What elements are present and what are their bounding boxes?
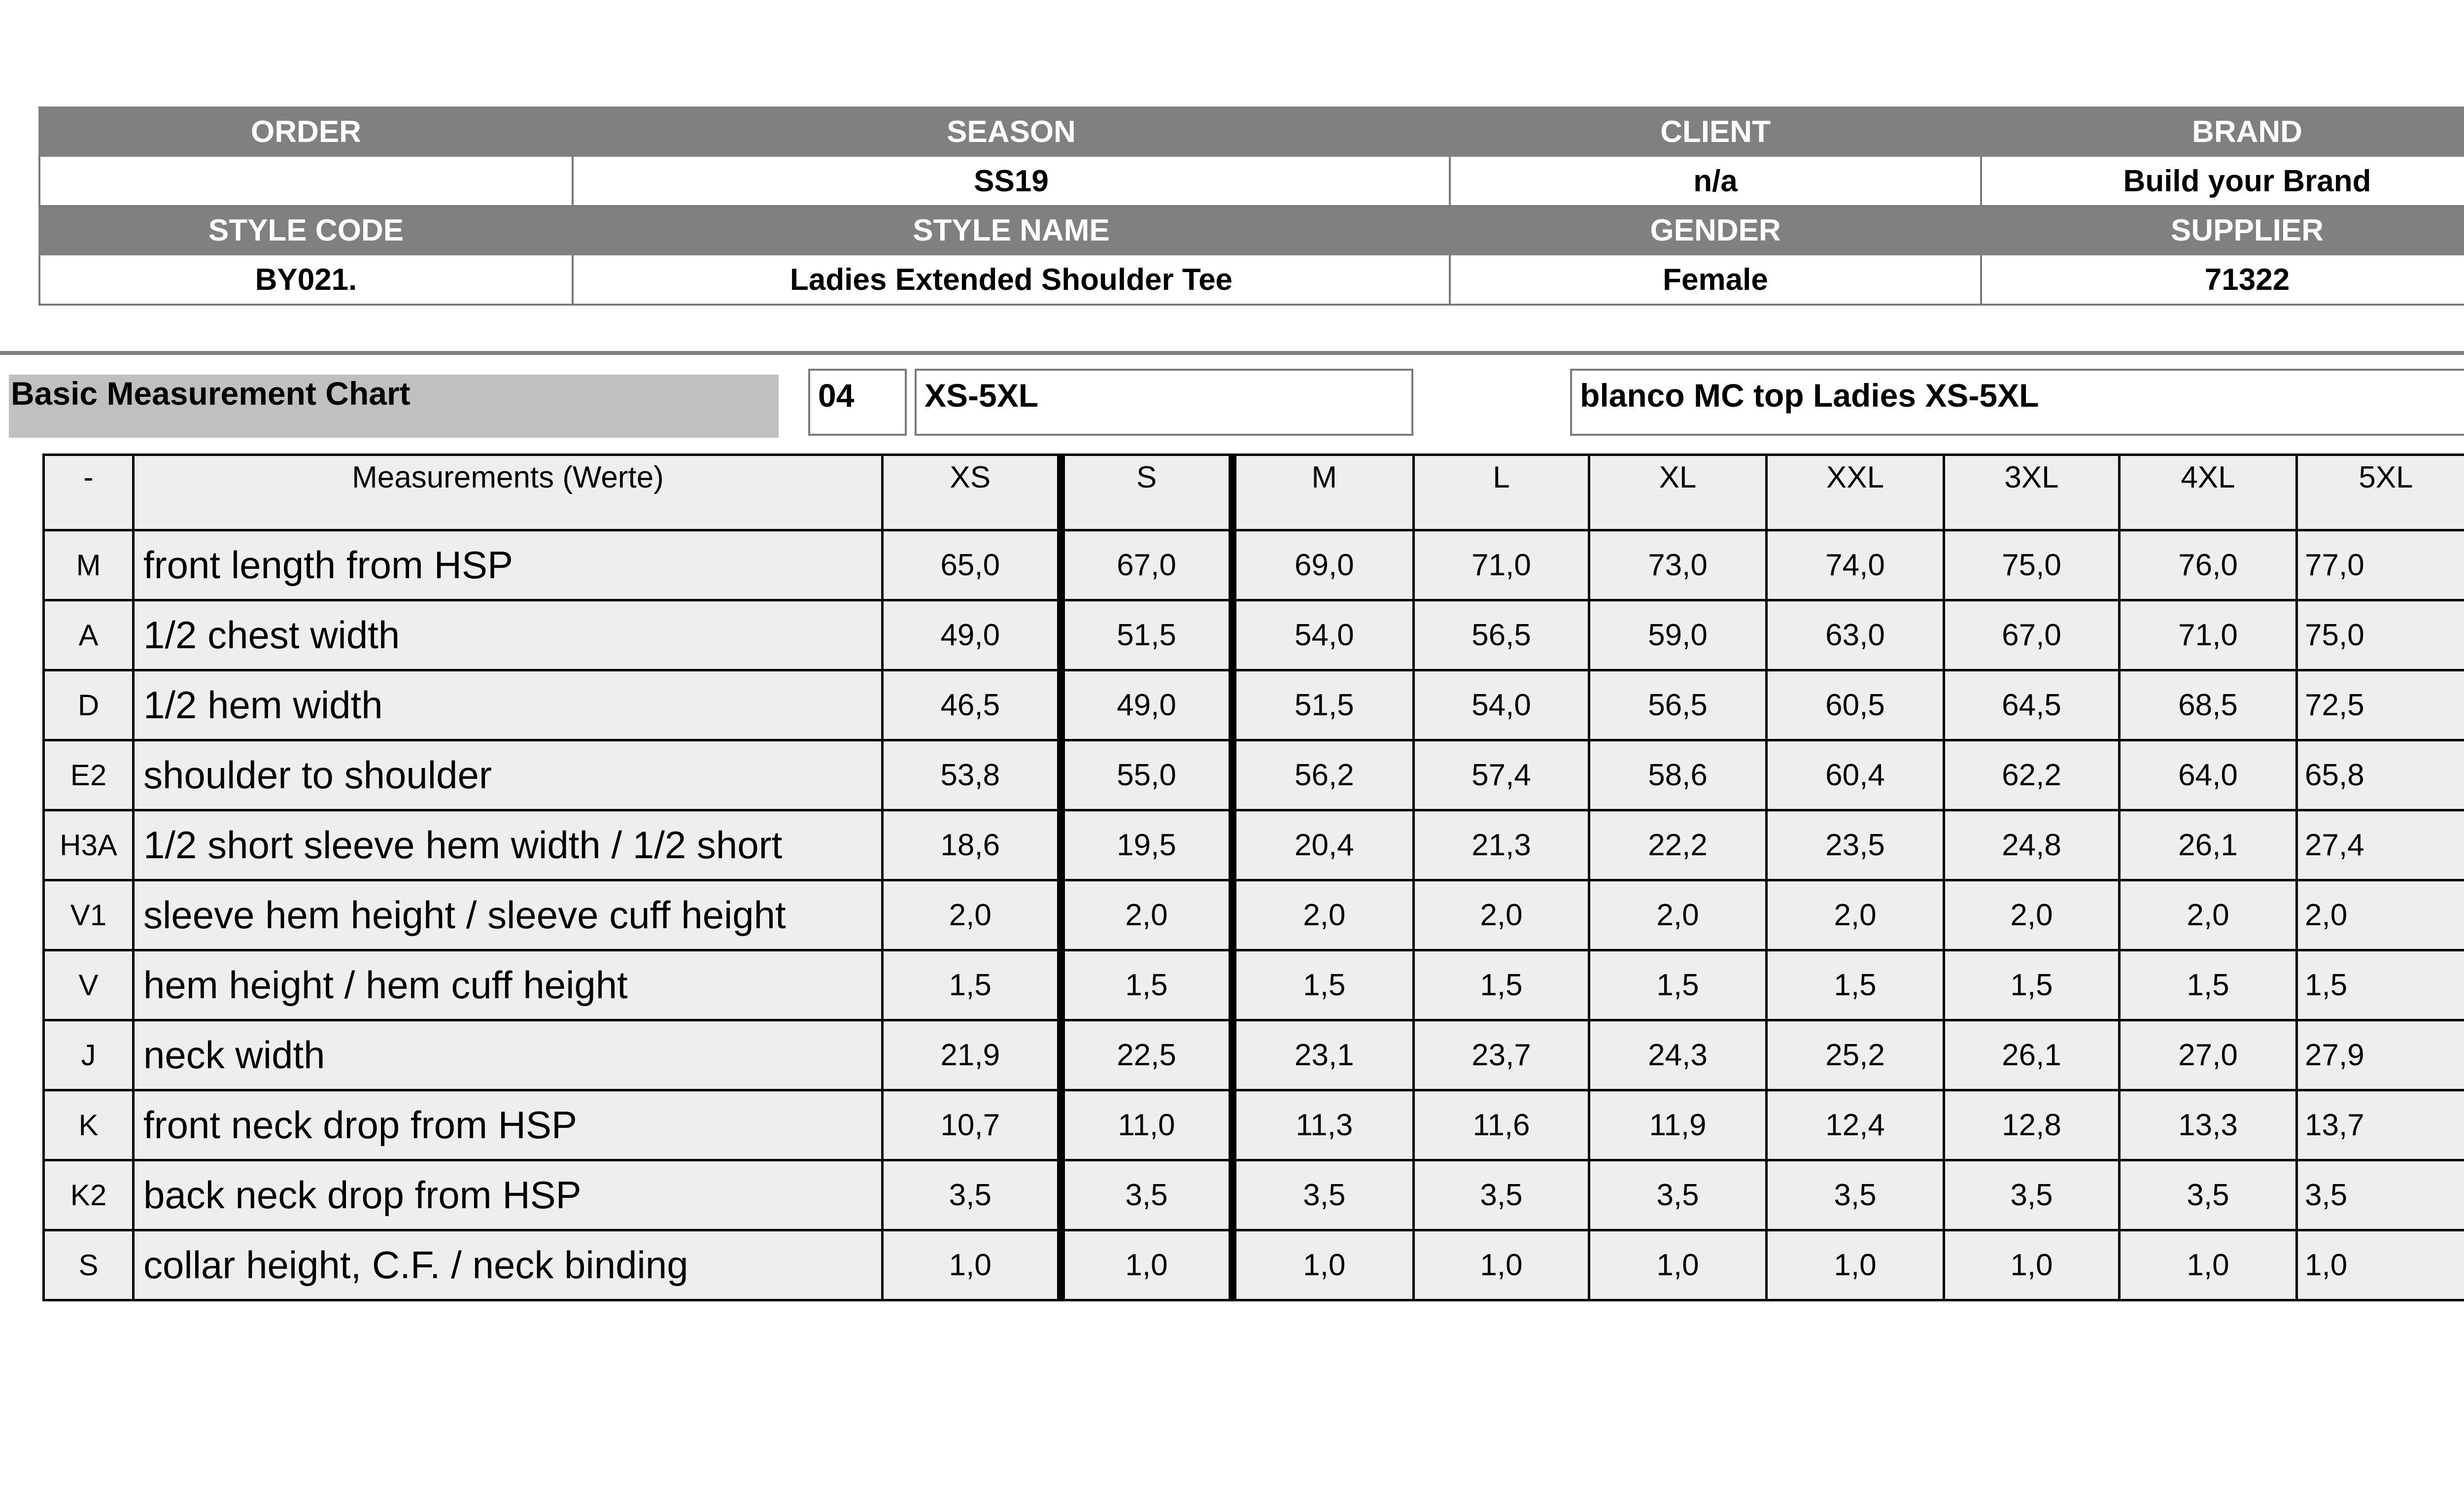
order-info-header-row xyxy=(39,107,2464,156)
client-label: CLIENT xyxy=(1450,107,1981,156)
value-3xl[interactable]: 1,0 xyxy=(1944,1230,2120,1300)
value-4xl[interactable]: 68,5 xyxy=(2120,670,2297,740)
value-l[interactable]: 3,5 xyxy=(1414,1160,1589,1230)
value-xxl[interactable]: 3,5 xyxy=(1767,1160,1944,1230)
value-3xl[interactable]: 1,5 xyxy=(1944,950,2120,1020)
value-4xl[interactable]: 2,0 xyxy=(2120,880,2297,950)
value-xxl[interactable]: 60,4 xyxy=(1767,740,1944,810)
table-row xyxy=(44,810,2464,880)
measurement-code: E2 xyxy=(44,740,134,810)
table-row xyxy=(44,880,2464,950)
value-m[interactable]: 69,0 xyxy=(1232,530,1414,600)
measurement-description: sleeve hem height / sleeve cuff height xyxy=(134,880,883,950)
measurement-description: front length from HSP xyxy=(134,530,883,600)
value-4xl[interactable]: 26,1 xyxy=(2120,810,2297,880)
size-3xl-header: 3XL xyxy=(1944,455,2120,530)
value-l[interactable]: 57,4 xyxy=(1414,740,1589,810)
value-3xl[interactable]: 12,8 xyxy=(1944,1090,2120,1160)
value-s[interactable]: 49,0 xyxy=(1061,670,1232,740)
value-3xl[interactable]: 24,8 xyxy=(1944,810,2120,880)
order-info-value-row xyxy=(39,156,2464,206)
value-4xl[interactable]: 3,5 xyxy=(2120,1160,2297,1230)
gender-label: GENDER xyxy=(1450,206,1981,254)
value-l[interactable]: 2,0 xyxy=(1414,880,1589,950)
measurement-header-row xyxy=(44,455,2464,530)
style-info-header-row xyxy=(39,206,2464,254)
value-m[interactable]: 11,3 xyxy=(1232,1090,1414,1160)
value-5xl[interactable]: 77,0 xyxy=(2297,530,2464,600)
value-3xl[interactable]: 75,0 xyxy=(1944,530,2120,600)
measurement-table xyxy=(42,454,2464,1301)
table-row xyxy=(44,1020,2464,1090)
value-xl[interactable]: 1,5 xyxy=(1589,950,1767,1020)
brand-label: BRAND xyxy=(1981,107,2464,156)
measurement-code: S xyxy=(44,1230,134,1300)
value-s[interactable]: 67,0 xyxy=(1061,530,1232,600)
value-xl[interactable]: 73,0 xyxy=(1589,530,1767,600)
value-m[interactable]: 3,5 xyxy=(1232,1160,1414,1230)
value-s[interactable]: 3,5 xyxy=(1061,1160,1232,1230)
value-xs[interactable]: 1,5 xyxy=(883,950,1061,1020)
value-l[interactable]: 1,5 xyxy=(1414,950,1589,1020)
size-range-field[interactable]: XS-5XL xyxy=(915,369,1413,436)
value-4xl[interactable]: 13,3 xyxy=(2120,1090,2297,1160)
supplier-label: SUPPLIER xyxy=(1981,206,2464,254)
size-xl-header: XL xyxy=(1589,455,1767,530)
measurement-body xyxy=(44,530,2464,1300)
value-xxl[interactable]: 23,5 xyxy=(1767,810,1944,880)
value-xs[interactable]: 21,9 xyxy=(883,1020,1061,1090)
value-s[interactable]: 2,0 xyxy=(1061,880,1232,950)
size-xxl-header: XXL xyxy=(1767,455,1944,530)
value-xs[interactable]: 65,0 xyxy=(883,530,1061,600)
value-l[interactable]: 1,0 xyxy=(1414,1230,1589,1300)
measurement-description: 1/2 chest width xyxy=(134,600,883,670)
value-3xl[interactable]: 26,1 xyxy=(1944,1020,2120,1090)
measurement-code: D xyxy=(44,670,134,740)
value-4xl[interactable]: 71,0 xyxy=(2120,600,2297,670)
code-column-header: - xyxy=(44,455,134,530)
value-m[interactable]: 54,0 xyxy=(1232,600,1414,670)
value-xl[interactable]: 1,0 xyxy=(1589,1230,1767,1300)
value-xxl[interactable]: 12,4 xyxy=(1767,1090,1944,1160)
value-5xl[interactable]: 3,5 xyxy=(2297,1160,2464,1230)
value-3xl[interactable]: 67,0 xyxy=(1944,600,2120,670)
order-info-grid xyxy=(38,106,2464,306)
value-l[interactable]: 21,3 xyxy=(1414,810,1589,880)
table-row xyxy=(44,950,2464,1020)
value-m[interactable]: 20,4 xyxy=(1232,810,1414,880)
value-xs[interactable]: 3,5 xyxy=(883,1160,1061,1230)
supplier-value[interactable]: 71322 xyxy=(1981,254,2464,305)
measurement-code: M xyxy=(44,530,134,600)
value-5xl[interactable]: 65,8 xyxy=(2297,740,2464,810)
value-xxl[interactable]: 74,0 xyxy=(1767,530,1944,600)
style-name-value[interactable]: Ladies Extended Shoulder Tee xyxy=(573,254,1450,305)
order-value[interactable] xyxy=(39,156,573,206)
table-row xyxy=(44,670,2464,740)
table-row xyxy=(44,1230,2464,1300)
value-5xl[interactable]: 1,5 xyxy=(2297,950,2464,1020)
value-l[interactable]: 56,5 xyxy=(1414,600,1589,670)
value-m[interactable]: 51,5 xyxy=(1232,670,1414,740)
measurement-description: collar height, C.F. / neck binding xyxy=(134,1230,883,1300)
order-label: ORDER xyxy=(39,107,573,156)
value-xxl[interactable]: 1,5 xyxy=(1767,950,1944,1020)
value-4xl[interactable]: 27,0 xyxy=(2120,1020,2297,1090)
value-m[interactable]: 56,2 xyxy=(1232,740,1414,810)
table-row xyxy=(44,1160,2464,1230)
value-xl[interactable]: 59,0 xyxy=(1589,600,1767,670)
value-s[interactable]: 1,0 xyxy=(1061,1230,1232,1300)
value-xs[interactable]: 18,6 xyxy=(883,810,1061,880)
value-5xl[interactable]: 75,0 xyxy=(2297,600,2464,670)
size-s-header: S xyxy=(1061,455,1232,530)
value-xs[interactable]: 53,8 xyxy=(883,740,1061,810)
value-xs[interactable]: 2,0 xyxy=(883,880,1061,950)
section-divider xyxy=(0,351,2464,355)
measurement-description: front neck drop from HSP xyxy=(134,1090,883,1160)
table-row xyxy=(44,740,2464,810)
style-code-value[interactable]: BY021. xyxy=(39,254,573,305)
measurement-code: K2 xyxy=(44,1160,134,1230)
value-xl[interactable]: 11,9 xyxy=(1589,1090,1767,1160)
value-5xl[interactable]: 13,7 xyxy=(2297,1090,2464,1160)
chart-description-field[interactable]: blanco MC top Ladies XS-5XL xyxy=(1570,369,2464,436)
measurement-description: back neck drop from HSP xyxy=(134,1160,883,1230)
season-label: SEASON xyxy=(573,107,1450,156)
value-4xl[interactable]: 1,0 xyxy=(2120,1230,2297,1300)
measurement-description: shoulder to shoulder xyxy=(134,740,883,810)
style-code-label: STYLE CODE xyxy=(39,206,573,254)
measurement-description: 1/2 short sleeve hem width / 1/2 short xyxy=(134,810,883,880)
value-s[interactable]: 55,0 xyxy=(1061,740,1232,810)
value-4xl[interactable]: 76,0 xyxy=(2120,530,2297,600)
value-xs[interactable]: 49,0 xyxy=(883,600,1061,670)
value-xxl[interactable]: 60,5 xyxy=(1767,670,1944,740)
value-s[interactable]: 22,5 xyxy=(1061,1020,1232,1090)
measurement-code: K xyxy=(44,1090,134,1160)
measurement-code: J xyxy=(44,1020,134,1090)
value-xl[interactable]: 22,2 xyxy=(1589,810,1767,880)
value-5xl[interactable]: 27,4 xyxy=(2297,810,2464,880)
table-row xyxy=(44,530,2464,600)
value-xl[interactable]: 24,3 xyxy=(1589,1020,1767,1090)
table-row xyxy=(44,600,2464,670)
table-row xyxy=(44,1090,2464,1160)
measurement-code: V1 xyxy=(44,880,134,950)
season-value[interactable]: SS19 xyxy=(573,156,1450,206)
value-xl[interactable]: 2,0 xyxy=(1589,880,1767,950)
value-xs[interactable]: 1,0 xyxy=(883,1230,1061,1300)
value-5xl[interactable]: 27,9 xyxy=(2297,1020,2464,1090)
value-xxl[interactable]: 63,0 xyxy=(1767,600,1944,670)
value-3xl[interactable]: 62,2 xyxy=(1944,740,2120,810)
gender-value[interactable]: Female xyxy=(1450,254,1981,305)
value-5xl[interactable]: 2,0 xyxy=(2297,880,2464,950)
value-xl[interactable]: 3,5 xyxy=(1589,1160,1767,1230)
value-3xl[interactable]: 2,0 xyxy=(1944,880,2120,950)
value-5xl[interactable]: 1,0 xyxy=(2297,1230,2464,1300)
size-m-header: M xyxy=(1232,455,1414,530)
value-xxl[interactable]: 2,0 xyxy=(1767,880,1944,950)
value-xl[interactable]: 58,6 xyxy=(1589,740,1767,810)
value-s[interactable]: 51,5 xyxy=(1061,600,1232,670)
value-3xl[interactable]: 64,5 xyxy=(1944,670,2120,740)
value-m[interactable]: 1,0 xyxy=(1232,1230,1414,1300)
measurement-column-header: Measurements (Werte) xyxy=(134,455,883,530)
measurement-code: H3A xyxy=(44,810,134,880)
value-xs[interactable]: 10,7 xyxy=(883,1090,1061,1160)
value-xl[interactable]: 56,5 xyxy=(1589,670,1767,740)
brand-value[interactable]: Build your Brand xyxy=(1981,156,2464,206)
value-s[interactable]: 19,5 xyxy=(1061,810,1232,880)
value-m[interactable]: 2,0 xyxy=(1232,880,1414,950)
value-m[interactable]: 23,1 xyxy=(1232,1020,1414,1090)
value-l[interactable]: 23,7 xyxy=(1414,1020,1589,1090)
measurement-description: 1/2 hem width xyxy=(134,670,883,740)
value-l[interactable]: 54,0 xyxy=(1414,670,1589,740)
value-s[interactable]: 1,5 xyxy=(1061,950,1232,1020)
size-4xl-header: 4XL xyxy=(2120,455,2297,530)
value-4xl[interactable]: 1,5 xyxy=(2120,950,2297,1020)
client-value[interactable]: n/a xyxy=(1450,156,1981,206)
value-5xl[interactable]: 72,5 xyxy=(2297,670,2464,740)
style-name-label: STYLE NAME xyxy=(573,206,1450,254)
measurement-code: V xyxy=(44,950,134,1020)
value-m[interactable]: 1,5 xyxy=(1232,950,1414,1020)
chart-title: Basic Measurement Chart xyxy=(9,375,779,438)
value-l[interactable]: 71,0 xyxy=(1414,530,1589,600)
size-5xl-header: 5XL xyxy=(2297,455,2464,530)
value-xxl[interactable]: 25,2 xyxy=(1767,1020,1944,1090)
measurement-code: A xyxy=(44,600,134,670)
measurement-description: neck width xyxy=(134,1020,883,1090)
measurement-description: hem height / hem cuff height xyxy=(134,950,883,1020)
value-s[interactable]: 11,0 xyxy=(1061,1090,1232,1160)
value-xs[interactable]: 46,5 xyxy=(883,670,1061,740)
value-xxl[interactable]: 1,0 xyxy=(1767,1230,1944,1300)
chart-code-field[interactable]: 04 xyxy=(808,369,907,436)
style-info-value-row xyxy=(39,254,2464,305)
size-l-header: L xyxy=(1414,455,1589,530)
value-l[interactable]: 11,6 xyxy=(1414,1090,1589,1160)
value-4xl[interactable]: 64,0 xyxy=(2120,740,2297,810)
size-xs-header: XS xyxy=(883,455,1061,530)
value-3xl[interactable]: 3,5 xyxy=(1944,1160,2120,1230)
